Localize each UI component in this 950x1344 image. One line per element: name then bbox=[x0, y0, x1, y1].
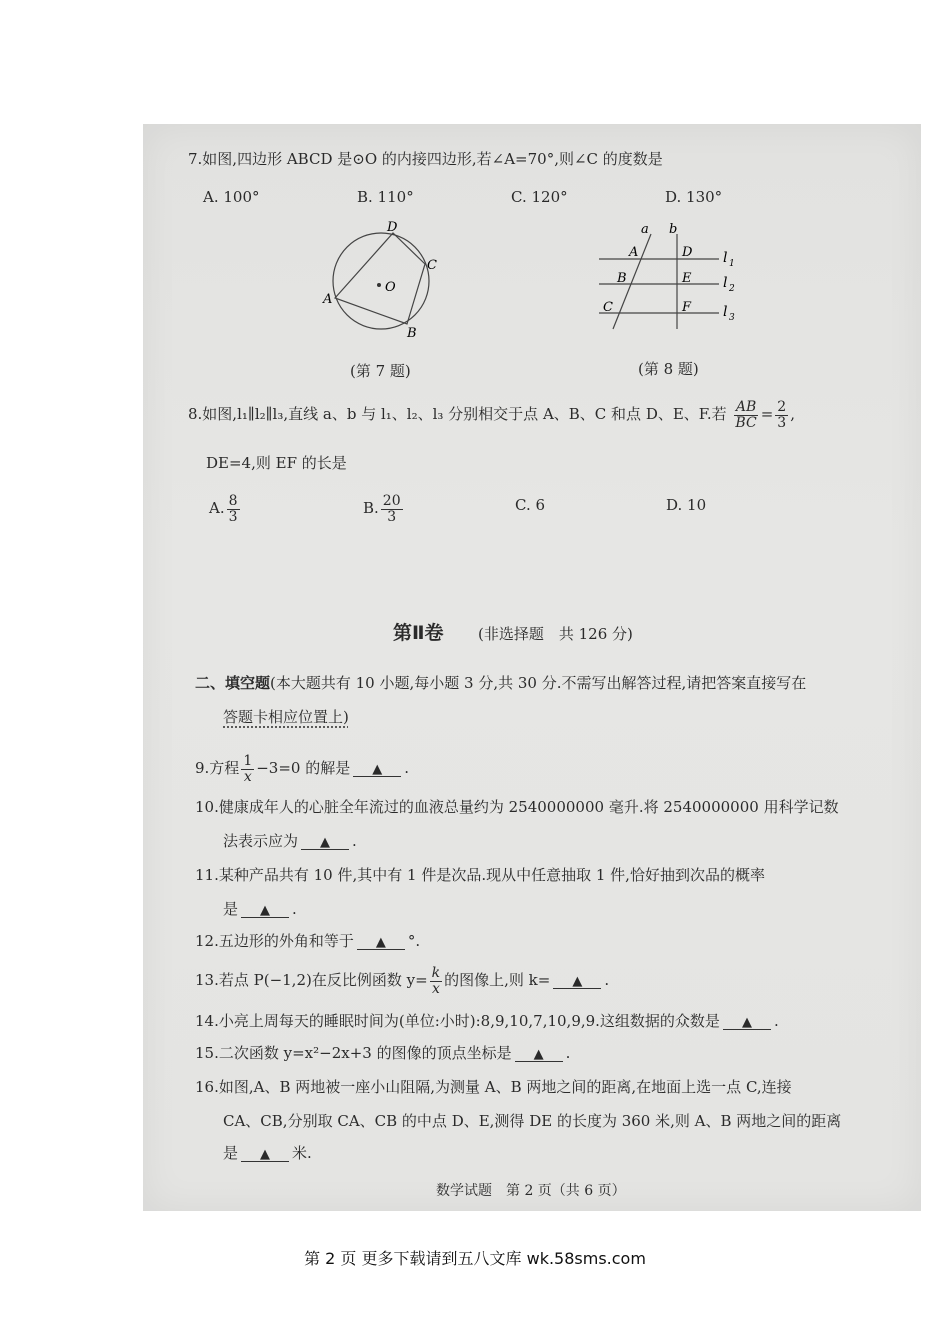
question-16-line1: 16.如图,A、B 两地被一座小山阻隔,为测量 A、B 两地之间的距离,在地面上选一点 C,连接 bbox=[195, 1078, 792, 1096]
q8-option-b: B. $\frac{20}{3}$ bbox=[363, 493, 401, 525]
label-l2-sub: 2 bbox=[729, 284, 735, 294]
figure-8-caption: (第 8 题) bbox=[638, 360, 699, 378]
answer-blank: ▲ bbox=[553, 975, 601, 989]
question-10-line1: 10.健康成年人的心脏全年流过的血液总量约为 2540000000 毫升.将 2540000000 用科学记数 bbox=[195, 798, 839, 816]
answer-blank: ▲ bbox=[241, 1148, 289, 1162]
question-16-line2: CA、CB,分别取 CA、CB 的中点 D、E,测得 DE 的长度为 360 米,则 A、B 两地之间的距离 bbox=[223, 1112, 842, 1130]
q7-option-a: A. 100° bbox=[203, 188, 260, 206]
answer-blank: ▲ bbox=[301, 836, 349, 850]
label-d: D bbox=[387, 220, 398, 235]
figure-7-caption: (第 7 题) bbox=[350, 362, 411, 380]
answer-blank: ▲ bbox=[241, 904, 289, 918]
question-12: 12.五边形的外角和等于 ▲ °. bbox=[195, 932, 421, 950]
label-c: C bbox=[427, 258, 437, 273]
question-16-line3: 是 ▲ 米. bbox=[223, 1144, 312, 1162]
question-9: 9.方程 $\frac{1}{x}$ −3=0 的解是 ▲ . bbox=[195, 753, 410, 785]
part2-intro-line2: 答题卡相应位置上) bbox=[223, 708, 349, 726]
part2-intro-text: (本大题共有 10 小题,每小题 3 分,共 30 分.不需写出解答过程,请把答案直接写在 bbox=[270, 674, 807, 692]
exam-page-footer: 数学试题 第 2 页（共 6 页） bbox=[436, 1183, 626, 1199]
label-point-a: A bbox=[629, 245, 639, 260]
q8-option-d: D. 10 bbox=[666, 496, 707, 514]
q7-stem: 7.如图,四边形 ABCD 是⊙O 的内接四边形,若∠A=70°,则∠C 的度数是 bbox=[188, 150, 663, 168]
label-point-c: C bbox=[603, 300, 613, 315]
q8-option-a: A. $\frac{8}{3}$ bbox=[209, 493, 238, 525]
figure-8-diagram bbox=[593, 219, 743, 344]
question-13: 13.若点 P(−1,2)在反比例函数 y= $\frac{k}{x}$ 的图像上,则 k= ▲ . bbox=[195, 965, 610, 997]
answer-blank: ▲ bbox=[515, 1048, 563, 1062]
label-point-e: E bbox=[682, 271, 692, 286]
question-11-line2: 是 ▲ . bbox=[223, 900, 297, 918]
q7-option-b: B. 110° bbox=[357, 188, 414, 206]
label-l1: l bbox=[723, 250, 728, 266]
answer-blank: ▲ bbox=[353, 763, 401, 777]
label-point-f: F bbox=[682, 300, 692, 315]
label-a: A bbox=[323, 292, 333, 307]
part2-intro bbox=[195, 676, 806, 691]
label-b-line: b bbox=[669, 222, 678, 237]
label-l1-sub: 1 bbox=[729, 259, 735, 269]
figure-7-diagram bbox=[313, 219, 463, 344]
label-l3: l bbox=[723, 304, 728, 320]
q8-stem-text: 8.如图,l₁∥l₂∥l₃,直线 a、b 与 l₁、l₂、l₃ 分别相交于点 A、B、C 和点 D、E、F.若 bbox=[188, 405, 727, 424]
section-title: 第Ⅱ卷 bbox=[393, 622, 444, 644]
question-10-line2: 法表示应为 ▲ . bbox=[223, 832, 357, 850]
answer-blank: ▲ bbox=[357, 936, 405, 950]
label-a-line: a bbox=[641, 222, 649, 237]
question-14: 14.小亮上周每天的睡眠时间为(单位:小时):8,9,10,7,10,9,9.这组数据的众数是 ▲ . bbox=[195, 1012, 779, 1030]
scanned-page bbox=[143, 124, 921, 1211]
label-b: B bbox=[407, 326, 417, 341]
document-footer: 第 2 页 更多下载请到五八文库 wk.58sms.com bbox=[304, 1249, 646, 1268]
question-15: 15.二次函数 y=x²−2x+3 的图像的顶点坐标是 ▲ . bbox=[195, 1044, 571, 1062]
q8-stem: 8.如图,l₁∥l₂∥l₃,直线 a、b 与 l₁、l₂、l₃ 分别相交于点 A、B、C 和点 D、E、F.若 $\frac{AB}{BC}$ = $\frac{2}{3}$ , bbox=[188, 399, 795, 431]
answer-blank: ▲ bbox=[723, 1016, 771, 1030]
q7-option-d: D. 130° bbox=[665, 188, 723, 206]
center-point bbox=[377, 283, 381, 287]
question-11-line1: 11.某种产品共有 10 件,其中有 1 件是次品.现从中任意抽取 1 件,恰好抽到次品的概率 bbox=[195, 866, 765, 884]
label-point-b: B bbox=[617, 271, 627, 286]
q8-value-fraction: $\frac{2}{3}$ bbox=[777, 399, 787, 431]
q7-option-c: C. 120° bbox=[511, 188, 568, 206]
quadrilateral-abcd bbox=[335, 233, 425, 324]
q8-ratio-fraction: $\frac{AB}{BC}$ bbox=[735, 399, 757, 431]
label-l2: l bbox=[723, 275, 728, 291]
section-subtitle: (非选择题 共 126 分) bbox=[478, 625, 633, 643]
part2-heading: 二、填空题 bbox=[195, 674, 271, 692]
q8-line2: DE=4,则 EF 的长是 bbox=[206, 454, 347, 472]
label-point-d: D bbox=[682, 245, 693, 260]
q8-option-c: C. 6 bbox=[515, 496, 546, 514]
label-o: O bbox=[385, 280, 396, 295]
label-l3-sub: 3 bbox=[729, 313, 735, 323]
